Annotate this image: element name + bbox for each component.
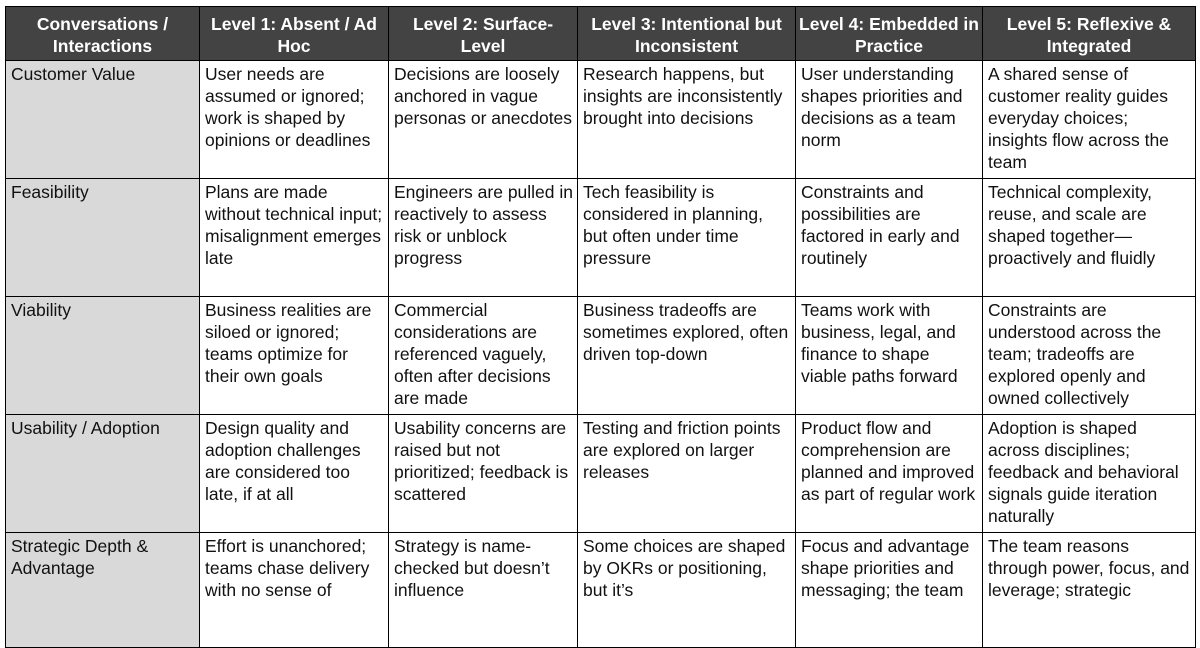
row-label: Viability	[6, 297, 200, 415]
row-label: Feasibility	[6, 179, 200, 297]
table-cell: Strategy is name-checked but doesn’t influence	[389, 533, 578, 648]
table-cell: Design quality and adoption challenges are considered too late, if at all	[200, 415, 389, 533]
table-cell: Usability concerns are raised but not prioritized; feedback is scattered	[389, 415, 578, 533]
table-cell: Tech feasibility is considered in planning, but often under time pressure	[578, 179, 796, 297]
table-cell: Research happens, but insights are inconsistently brought into decisions	[578, 61, 796, 179]
table-cell: The team reasons through power, focus, and leverage; strategic	[983, 533, 1196, 648]
table-cell: Plans are made without technical input; misalignment emerges late	[200, 179, 389, 297]
table-cell: Business realities are siloed or ignored; teams optimize for their own goals	[200, 297, 389, 415]
table-cell: Adoption is shaped across disciplines; feedback and behavioral signals guide iteration naturally	[983, 415, 1196, 533]
header-level-5: Level 5: Reflexive & Integrated	[983, 7, 1196, 61]
table-cell: Constraints are understood across the team; tradeoffs are explored openly and owned collectively	[983, 297, 1196, 415]
table-cell: Testing and friction points are explored on larger releases	[578, 415, 796, 533]
row-label: Usability / Adoption	[6, 415, 200, 533]
table-row	[6, 297, 1196, 415]
header-level-2: Level 2: Surface-Level	[389, 7, 578, 61]
table-cell: Business tradeoffs are sometimes explored, often driven top-down	[578, 297, 796, 415]
table-cell: Focus and advantage shape priorities and messaging; the team	[796, 533, 983, 648]
row-label: Customer Value	[6, 61, 200, 179]
header-level-4: Level 4: Embedded in Practice	[796, 7, 983, 61]
table-cell: Some choices are shaped by OKRs or positioning, but it’s	[578, 533, 796, 648]
row-label: Strategic Depth & Advantage	[6, 533, 200, 648]
header-level-1: Level 1: Absent / Ad Hoc	[200, 7, 389, 61]
table-cell: User understanding shapes priorities and decisions as a team norm	[796, 61, 983, 179]
table-cell: Engineers are pulled in reactively to assess risk or unblock progress	[389, 179, 578, 297]
table-cell: A shared sense of customer reality guides everyday choices; insights flow across the team	[983, 61, 1196, 179]
table-cell: Constraints and possibilities are factored in early and routinely	[796, 179, 983, 297]
table-cell: Decisions are loosely anchored in vague personas or anecdotes	[389, 61, 578, 179]
maturity-matrix-table	[5, 6, 1196, 648]
table-cell: Teams work with business, legal, and finance to shape viable paths forward	[796, 297, 983, 415]
table-cell: Product flow and comprehension are planned and improved as part of regular work	[796, 415, 983, 533]
table-cell: Technical complexity, reuse, and scale are shaped together—proactively and fluidly	[983, 179, 1196, 297]
header-conversations: Conversations / Interactions	[6, 7, 200, 61]
header-row	[6, 7, 1196, 61]
table-row	[6, 415, 1196, 533]
table-cell: User needs are assumed or ignored; work is shaped by opinions or deadlines	[200, 61, 389, 179]
header-level-3: Level 3: Intentional but Inconsistent	[578, 7, 796, 61]
table-cell: Commercial considerations are referenced vaguely, often after decisions are made	[389, 297, 578, 415]
table-cell: Effort is unanchored; teams chase delivery with no sense of	[200, 533, 389, 648]
table-row	[6, 179, 1196, 297]
table-row	[6, 61, 1196, 179]
table-row	[6, 533, 1196, 648]
